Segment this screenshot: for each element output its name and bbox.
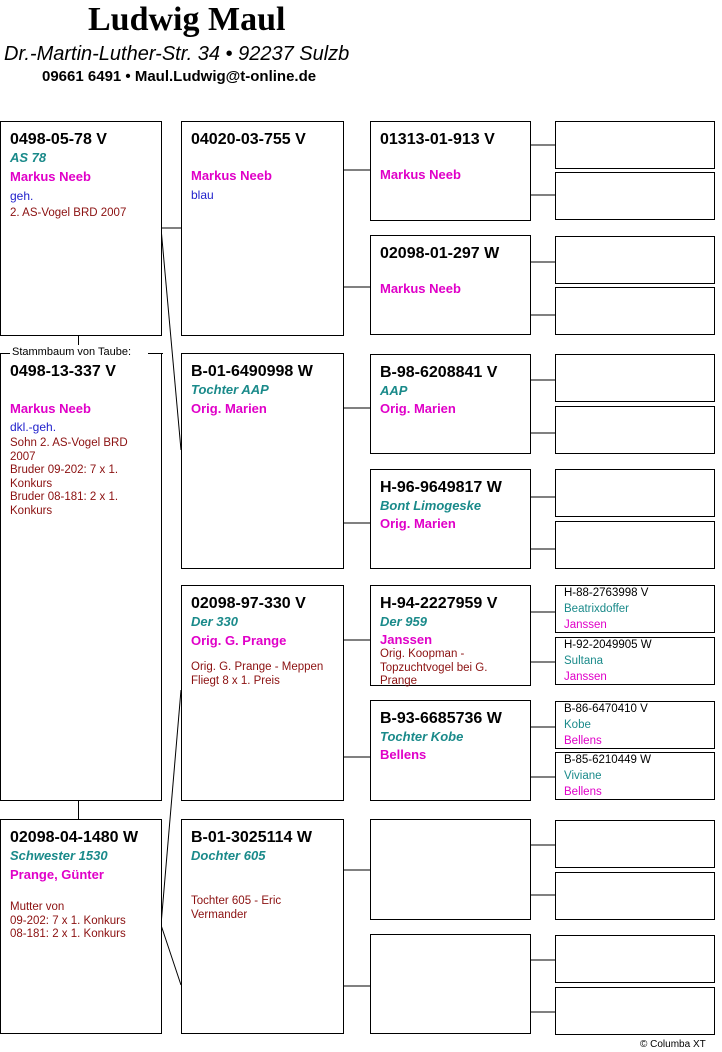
grandparent-mf-note-2: Fliegt 8 x 1. Preis: [191, 674, 280, 687]
subject-card[interactable]: [0, 346, 162, 801]
father-breeder: Markus Neeb: [10, 169, 91, 184]
grandparent-fm-breeder: Orig. Marien: [191, 401, 267, 416]
ggp-mfm-name: Tochter Kobe: [380, 729, 464, 744]
owner-address: Dr.-Martin-Luther-Str. 34 • 92237 Sulzb: [4, 43, 350, 65]
grandparent-mf-card[interactable]: [181, 585, 344, 801]
mother-note-1: Mutter von: [10, 901, 65, 913]
father-ring: 0498-05-78 V: [10, 131, 107, 148]
gen4-box[interactable]: [555, 872, 715, 920]
gen4-mfmm-card[interactable]: [555, 752, 715, 800]
grandparent-ff-card[interactable]: [181, 121, 344, 336]
ggp-mmm-card[interactable]: [370, 934, 531, 1034]
gen4-box[interactable]: [555, 354, 715, 402]
gen4-mfff-ring: H-88-2763998 V: [564, 587, 649, 599]
ggp-mff-breeder: Janssen: [380, 632, 433, 647]
mother-card[interactable]: [0, 819, 162, 1034]
gen4-mfff-breeder: Janssen: [564, 619, 607, 631]
gen4-mfmm-breeder: Bellens: [564, 786, 602, 798]
ggp-mff-ring: H-94-2227959 V: [380, 595, 498, 612]
ggp-fmf-name: AAP: [380, 383, 408, 398]
grandparent-fm-name: Tochter AAP: [191, 382, 269, 397]
gen4-mfmf-name: Kobe: [564, 719, 591, 731]
gen4-mffm-name: Sultana: [564, 655, 604, 667]
subject-color: dkl.-geh.: [10, 420, 57, 434]
gen4-mfmm-ring: B-85-6210449 W: [564, 754, 651, 766]
ggp-mfm-ring: B-93-6685736 W: [380, 710, 502, 727]
gen4-box[interactable]: [555, 406, 715, 454]
gen4-box[interactable]: [555, 820, 715, 868]
mother-note-3: 08-181: 2 x 1. Konkurs: [10, 928, 126, 940]
ggp-fmm-name: Bont Limogeske: [380, 498, 482, 513]
ggp-mff-card[interactable]: [370, 585, 531, 686]
gen4-box[interactable]: [555, 987, 715, 1035]
ggp-fmf-breeder: Orig. Marien: [380, 401, 456, 416]
gen4-mffm-breeder: Janssen: [564, 671, 607, 683]
ggp-ffm-card[interactable]: [370, 235, 531, 335]
subject-note-2: Bruder 09-202: 7 x 1. Konkurs: [10, 464, 119, 490]
grandparent-mf-breeder: Orig. G. Prange: [191, 633, 287, 648]
gen4-mfff-name: Beatrixdoffer: [564, 603, 629, 615]
ggp-ffm-ring: 02098-01-297 W: [380, 245, 500, 262]
ggp-fmf-ring: B-98-6208841 V: [380, 364, 498, 381]
ggp-fmf-card[interactable]: [370, 354, 531, 454]
grandparent-mm-name: Dochter 605: [191, 848, 266, 863]
grandparent-mf-ring: 02098-97-330 V: [191, 595, 306, 612]
mother-note-2: 09-202: 7 x 1. Konkurs: [10, 914, 126, 927]
gen4-box[interactable]: [555, 935, 715, 983]
ggp-fmm-ring: H-96-9649817 W: [380, 479, 502, 496]
subject-breeder: Markus Neeb: [10, 401, 91, 416]
grandparent-mf-note-1: Orig. G. Prange - Meppen: [191, 661, 324, 673]
ggp-fmm-card[interactable]: [370, 469, 531, 569]
gen4-mfmf-ring: B-86-6470410 V: [564, 703, 648, 715]
gen4-box[interactable]: [555, 521, 715, 569]
pedigree-label: Stammbaum von Taube:: [12, 346, 132, 358]
grandparent-ff-ring: 04020-03-755 V: [191, 131, 306, 148]
grandparent-mm-note: Tochter 605 - Eric Vermander: [191, 895, 282, 921]
ggp-mff-name: Der 959: [380, 614, 427, 629]
ggp-fmm-breeder: Orig. Marien: [380, 516, 456, 531]
copyright: © Columba XT: [640, 1039, 706, 1050]
father-color: geh.: [10, 189, 34, 203]
subject-note-3: Bruder 08-181: 2 x 1. Konkurs: [10, 491, 119, 517]
owner-contact: 09661 6491 • Maul.Ludwig@t-online.de: [42, 68, 317, 85]
father-card[interactable]: [0, 121, 162, 336]
ggp-mff-note: Orig. Koopman - Topzuchtvogel bei G. Prange: [380, 648, 488, 687]
gen4-box[interactable]: [555, 121, 715, 169]
gen4-mffm-ring: H-92-2049905 W: [564, 639, 652, 651]
gen4-box[interactable]: [555, 172, 715, 220]
gen4-mfff-card[interactable]: [555, 585, 715, 633]
gen4-mfmf-breeder: Bellens: [564, 735, 602, 747]
ggp-fff-card[interactable]: [370, 121, 531, 221]
grandparent-mm-card[interactable]: [181, 819, 344, 1034]
gen4-mfmf-card[interactable]: [555, 701, 715, 749]
subject-note-1: Sohn 2. AS-Vogel BRD 2007: [10, 437, 128, 463]
ggp-fff-breeder: Markus Neeb: [380, 167, 461, 182]
mother-name: Schwester 1530: [10, 848, 108, 863]
subject-ring: 0498-13-337 V: [10, 363, 116, 380]
ggp-mfm-card[interactable]: [370, 700, 531, 801]
father-note: 2. AS-Vogel BRD 2007: [10, 207, 127, 219]
father-name: AS 78: [10, 150, 47, 165]
grandparent-mf-name: Der 330: [191, 614, 238, 629]
owner-name: Ludwig Maul: [88, 1, 286, 38]
ggp-ffm-breeder: Markus Neeb: [380, 281, 461, 296]
gen4-mfmm-name: Viviane: [564, 770, 602, 782]
gen4-box[interactable]: [555, 469, 715, 517]
grandparent-fm-card[interactable]: [181, 353, 344, 569]
ggp-mfm-breeder: Bellens: [380, 747, 427, 762]
grandparent-ff-breeder: Markus Neeb: [191, 168, 272, 183]
mother-breeder: Prange, Günter: [10, 867, 104, 882]
ggp-mmf-card[interactable]: [370, 819, 531, 920]
mother-ring: 02098-04-1480 W: [10, 829, 139, 846]
grandparent-ff-color: blau: [191, 188, 214, 202]
gen4-box[interactable]: [555, 287, 715, 335]
grandparent-fm-ring: B-01-6490998 W: [191, 363, 313, 380]
gen4-box[interactable]: [555, 236, 715, 284]
grandparent-mm-ring: B-01-3025114 W: [191, 829, 312, 846]
gen4-mffm-card[interactable]: [555, 637, 715, 685]
ggp-fff-ring: 01313-01-913 V: [380, 131, 495, 148]
